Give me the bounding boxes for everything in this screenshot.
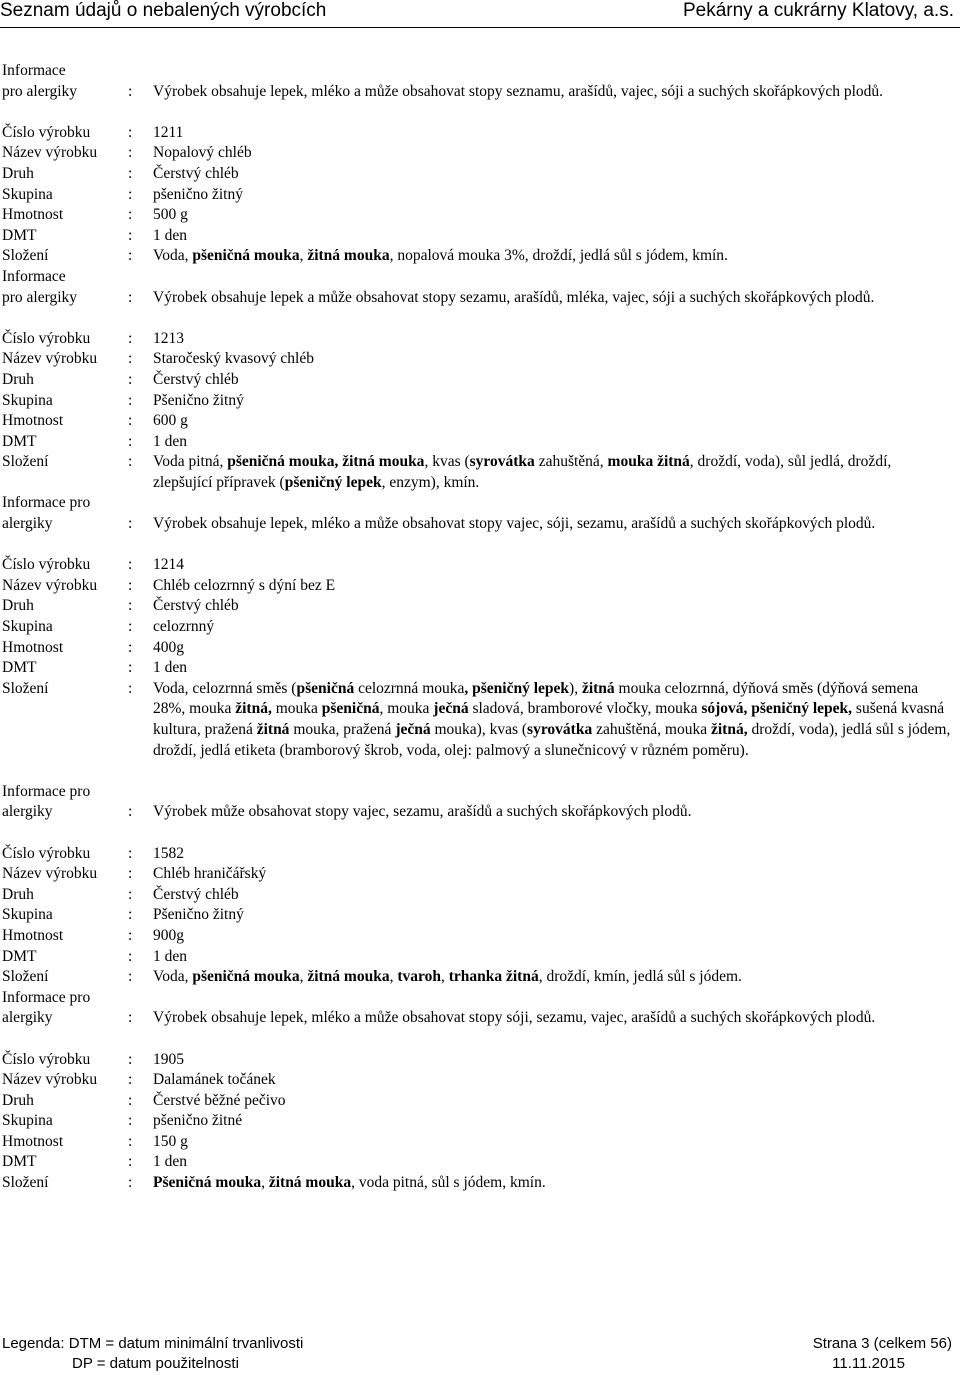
- field-value-cislo: 1213: [153, 329, 184, 347]
- allergy-label-line2: pro alergiky: [2, 288, 78, 306]
- field-label-hmotnost: Hmotnost: [2, 638, 64, 656]
- colon: :: [128, 82, 133, 100]
- colon: :: [128, 618, 133, 636]
- field-row-hmotnost: [0, 926, 960, 947]
- product-block: [0, 308, 960, 535]
- field-row-slozeni: [0, 679, 960, 761]
- field-value-cislo: 1582: [153, 844, 184, 862]
- field-row-slozeni: [0, 452, 960, 493]
- field-label-cislo: Číslo výrobku: [2, 123, 91, 141]
- field-label-skupina: Skupina: [2, 618, 53, 636]
- field-label-slozeni: Složení: [2, 679, 49, 697]
- field-value-druh: Čerstvý chléb: [153, 370, 239, 388]
- colon: :: [128, 1174, 133, 1192]
- field-row-dmt: [0, 947, 960, 968]
- field-label-nazev: Název výrobku: [2, 1071, 98, 1089]
- colon: :: [128, 206, 133, 224]
- product-block: [0, 535, 960, 823]
- field-value-dmt: 1 den: [153, 659, 188, 677]
- colon: :: [128, 329, 133, 347]
- field-label-slozeni: Složení: [2, 453, 49, 471]
- product-block: [0, 102, 960, 308]
- field-value-dmt: 1 den: [153, 1153, 188, 1171]
- field-label-skupina: Skupina: [2, 391, 53, 409]
- allergy-info-row: [0, 782, 960, 823]
- field-label-dmt: DMT: [2, 226, 37, 244]
- allergy-value: Výrobek může obsahovat stopy vajec, sezamu, arašídů a suchých skořápkových plodů.: [153, 803, 692, 821]
- field-row-hmotnost: [0, 1132, 960, 1153]
- field-row-slozeni: [0, 1173, 960, 1194]
- field-label-druh: Druh: [2, 164, 34, 182]
- allergy-value: Výrobek obsahuje lepek, mléko a může obsahovat stopy sóji, sezamu, vajec, arašídů a suchých skořápkových plodů.: [153, 1009, 876, 1027]
- field-value-slozeni: Pšeničná mouka, žitná mouka, voda pitná, sůl s jódem, kmín.: [153, 1174, 546, 1192]
- field-value-nazev: Staročeský kvasový chléb: [153, 350, 314, 368]
- colon: :: [128, 185, 133, 203]
- field-label-druh: Druh: [2, 597, 34, 615]
- field-row-skupina: [0, 617, 960, 638]
- allergy-value: Výrobek obsahuje lepek, mléko a může obsahovat stopy vajec, sóji, sezamu, arašídů a suchých skořápkových plodů.: [153, 515, 876, 533]
- company-name: Pekárny a cukrárny Klatovy, a.s.: [682, 0, 954, 21]
- allergy-value: Výrobek obsahuje lepek a může obsahovat stopy sezamu, arašídů, mléka, vajec, sóji a suchých skořápkových plodů.: [153, 288, 875, 306]
- colon: :: [128, 844, 133, 862]
- field-value-dmt: 1 den: [153, 432, 188, 450]
- field-value-dmt: 1 den: [153, 226, 188, 244]
- field-value-cislo: 1214: [153, 556, 184, 574]
- field-label-slozeni: Složení: [2, 247, 49, 265]
- product-list: [0, 61, 960, 1194]
- field-value-cislo: 1211: [153, 123, 184, 141]
- field-row-dmt: [0, 226, 960, 247]
- field-value-druh: Čerstvé běžné pečivo: [153, 1091, 286, 1109]
- field-row-dmt: [0, 1152, 960, 1173]
- top-allergy-row: [0, 62, 960, 103]
- colon: :: [128, 556, 133, 574]
- field-value-slozeni: Voda, celozrnná směs (pšeničná celozrnná mouka, pšeničný lepek), žitná mouka celozrnná, dýňová směs (dýňová semena 28%, mouka žitná, mouka pšeničná, mouka ječná sladová, bramborové vločky, mouka sójová, pšeničný lepek, sušená kvasná kultura, pražená žitná mouka, pražená ječná mouka), kvas (syrovátka zahuštěná, mouka žitná, droždí, voda), jedlá sůl s jódem, droždí, jedlá etiketa (bramborový škrob, voda, olej: palmový a slunečnicový v různém poměru).: [153, 679, 951, 759]
- field-value-nazev: Chléb hraničářský: [153, 865, 267, 883]
- field-row-druh: [0, 164, 960, 185]
- field-label-cislo: Číslo výrobku: [2, 556, 91, 574]
- colon: :: [128, 1071, 133, 1089]
- field-row-nazev: [0, 1070, 960, 1091]
- field-label-nazev: Název výrobku: [2, 144, 98, 162]
- allergy-label-line2: pro alergiky: [2, 82, 78, 100]
- field-row-dmt: [0, 432, 960, 453]
- field-row-cislo: [0, 329, 960, 350]
- field-row-druh: [0, 596, 960, 617]
- allergy-label-line1: Informace pro: [2, 988, 91, 1006]
- field-row-nazev: [0, 143, 960, 164]
- colon: :: [128, 1112, 133, 1130]
- legend-line-1: Legenda: DTM = datum minimální trvanlivosti: [2, 1335, 304, 1352]
- field-value-druh: Čerstvý chléb: [153, 597, 239, 615]
- field-label-druh: Druh: [2, 1091, 34, 1109]
- colon: :: [128, 1132, 133, 1150]
- field-row-skupina: [0, 185, 960, 206]
- field-value-skupina: Pšenično žitný: [153, 906, 244, 924]
- field-row-slozeni: [0, 246, 960, 267]
- allergy-value: Výrobek obsahuje lepek, mléko a může obsahovat stopy seznamu, arašídů, vajec, sóji a suchých skořápkových plodů.: [153, 82, 884, 100]
- field-row-hmotnost: [0, 205, 960, 226]
- colon: :: [128, 576, 133, 594]
- colon: :: [128, 679, 133, 697]
- colon: :: [128, 391, 133, 409]
- colon: :: [128, 288, 133, 306]
- field-value-hmotnost: 400g: [153, 638, 184, 656]
- colon: :: [128, 144, 133, 162]
- field-value-skupina: pšenično žitný: [153, 185, 243, 203]
- field-value-hmotnost: 900g: [153, 926, 184, 944]
- colon: :: [128, 370, 133, 388]
- print-date: 11.11.2015: [832, 1355, 905, 1372]
- field-row-nazev: [0, 349, 960, 370]
- colon: :: [128, 123, 133, 141]
- field-value-nazev: Nopalový chléb: [153, 144, 252, 162]
- allergy-label-line1: Informace: [2, 267, 66, 285]
- field-label-cislo: Číslo výrobku: [2, 844, 91, 862]
- field-value-skupina: celozrnný: [153, 618, 215, 636]
- field-value-dmt: 1 den: [153, 947, 188, 965]
- field-row-hmotnost: [0, 638, 960, 659]
- field-label-hmotnost: Hmotnost: [2, 412, 64, 430]
- field-row-nazev: [0, 576, 960, 597]
- field-label-druh: Druh: [2, 370, 34, 388]
- field-row-druh: [0, 885, 960, 906]
- colon: :: [128, 1009, 133, 1027]
- field-label-hmotnost: Hmotnost: [2, 926, 64, 944]
- field-label-cislo: Číslo výrobku: [2, 329, 91, 347]
- colon: :: [128, 453, 133, 471]
- allergy-info-row: [0, 988, 960, 1029]
- field-label-dmt: DMT: [2, 947, 37, 965]
- colon: :: [128, 885, 133, 903]
- colon: :: [128, 1050, 133, 1068]
- field-row-dmt: [0, 658, 960, 679]
- field-label-hmotnost: Hmotnost: [2, 206, 64, 224]
- field-row-skupina: [0, 1111, 960, 1132]
- field-value-nazev: Chléb celozrnný s dýní bez E: [153, 576, 336, 594]
- field-value-slozeni: Voda, pšeničná mouka, žitná mouka, nopalová mouka 3%, droždí, jedlá sůl s jódem, kmín.: [153, 247, 728, 265]
- allergy-label-line1: Informace pro: [2, 782, 91, 800]
- colon: :: [128, 350, 133, 368]
- colon: :: [128, 947, 133, 965]
- field-value-skupina: Pšenično žitný: [153, 391, 244, 409]
- field-value-skupina: pšenično žitné: [153, 1112, 243, 1130]
- allergy-info-row: [0, 494, 960, 535]
- field-value-nazev: Dalamánek točánek: [153, 1071, 276, 1089]
- field-label-dmt: DMT: [2, 1153, 37, 1171]
- field-row-slozeni: [0, 967, 960, 988]
- colon: :: [128, 1153, 133, 1171]
- page-header: [0, 0, 960, 24]
- field-label-nazev: Název výrobku: [2, 576, 98, 594]
- document-title: Seznam údajů o nebalených výrobcích: [0, 0, 327, 21]
- allergy-info-row: [0, 267, 960, 309]
- colon: :: [128, 432, 133, 450]
- field-label-slozeni: Složení: [2, 968, 49, 986]
- field-value-hmotnost: 500 g: [153, 206, 188, 224]
- field-label-hmotnost: Hmotnost: [2, 1132, 64, 1150]
- field-row-druh: [0, 370, 960, 391]
- colon: :: [128, 803, 133, 821]
- field-label-druh: Druh: [2, 885, 34, 903]
- page-number: Strana 3 (celkem 56): [812, 1335, 952, 1352]
- field-label-cislo: Číslo výrobku: [2, 1050, 91, 1068]
- field-row-druh: [0, 1091, 960, 1112]
- colon: :: [128, 906, 133, 924]
- field-label-skupina: Skupina: [2, 906, 53, 924]
- legend-line-2: DP = datum použitelnosti: [72, 1355, 239, 1372]
- allergy-label-line2: alergiky: [2, 1009, 53, 1027]
- field-row-cislo: [0, 844, 960, 865]
- field-value-slozeni: Voda, pšeničná mouka, žitná mouka, tvaroh, trhanka žitná, droždí, kmín, jedlá sůl s jódem.: [153, 968, 742, 986]
- field-label-skupina: Skupina: [2, 185, 53, 203]
- field-row-skupina: [0, 905, 960, 926]
- field-label-nazev: Název výrobku: [2, 865, 98, 883]
- field-label-dmt: DMT: [2, 432, 37, 450]
- colon: :: [128, 597, 133, 615]
- field-row-cislo: [0, 555, 960, 576]
- colon: :: [128, 659, 133, 677]
- product-block: [0, 823, 960, 1029]
- field-row-cislo: [0, 123, 960, 144]
- colon: :: [128, 164, 133, 182]
- allergy-label-line1: Informace pro: [2, 494, 91, 512]
- allergy-label-line2: alergiky: [2, 803, 53, 821]
- colon: :: [128, 247, 133, 265]
- colon: :: [128, 638, 133, 656]
- colon: :: [128, 515, 133, 533]
- colon: :: [128, 1091, 133, 1109]
- product-block: [0, 1029, 960, 1194]
- field-value-druh: Čerstvý chléb: [153, 164, 239, 182]
- field-label-dmt: DMT: [2, 659, 37, 677]
- colon: :: [128, 926, 133, 944]
- header-divider: [0, 27, 960, 28]
- field-value-druh: Čerstvý chléb: [153, 885, 239, 903]
- field-row-skupina: [0, 391, 960, 412]
- field-value-hmotnost: 600 g: [153, 412, 188, 430]
- field-value-cislo: 1905: [153, 1050, 184, 1068]
- colon: :: [128, 412, 133, 430]
- colon: :: [128, 865, 133, 883]
- field-value-hmotnost: 150 g: [153, 1132, 188, 1150]
- field-row-cislo: [0, 1050, 960, 1071]
- field-value-slozeni: Voda pitná, pšeničná mouka, žitná mouka, kvas (syrovátka zahuštěná, mouka žitná, droždí, voda), sůl jedlá, droždí, zlepšující přípravek (pšeničný lepek, enzym), kmín.: [153, 453, 892, 491]
- allergy-label-line1: Informace: [2, 62, 66, 79]
- allergy-label-line2: alergiky: [2, 515, 53, 533]
- field-row-nazev: [0, 864, 960, 885]
- colon: :: [128, 226, 133, 244]
- colon: :: [128, 968, 133, 986]
- field-label-skupina: Skupina: [2, 1112, 53, 1130]
- field-label-nazev: Název výrobku: [2, 350, 98, 368]
- field-label-slozeni: Složení: [2, 1174, 49, 1192]
- field-row-hmotnost: [0, 411, 960, 432]
